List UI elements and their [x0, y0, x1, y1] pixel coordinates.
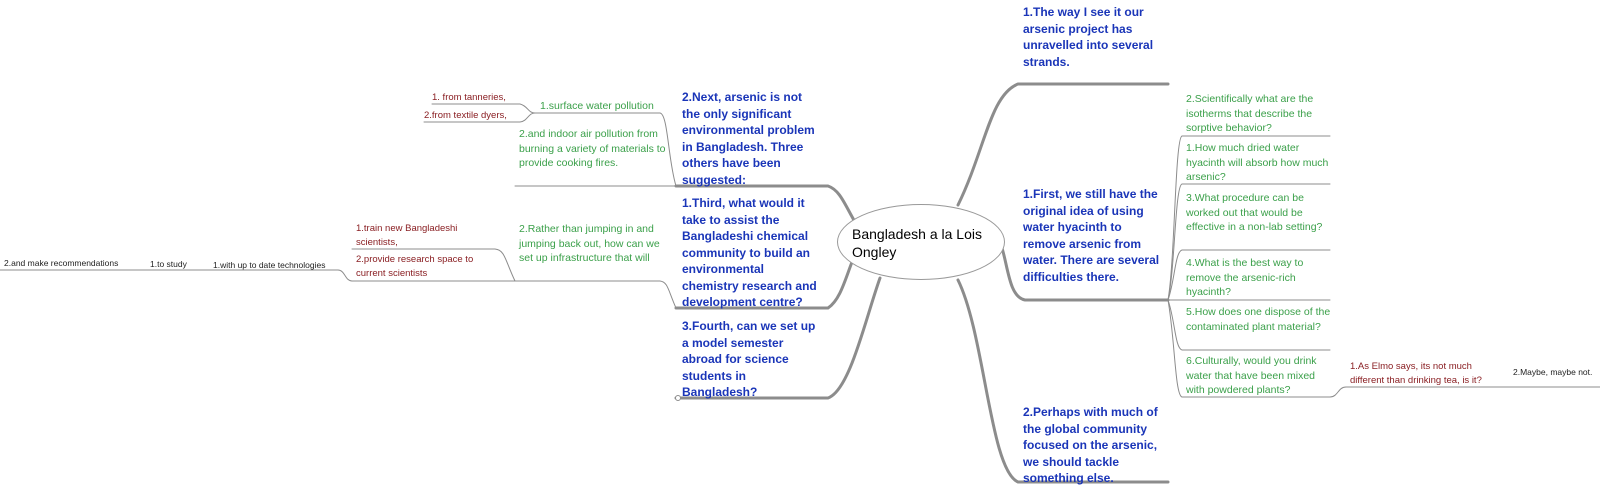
subtopic-to-study[interactable]: 1.to study [150, 259, 187, 269]
topic-other-problems[interactable]: 2.Next, arsenic is not the only significant environmental problem in Bangladesh. Three others have been suggested: [682, 90, 815, 187]
topic-chemistry-centre[interactable]: 1.Third, what would it take to assist the Bangladeshi chemical community to build an environmental chemistry research and development centre? [682, 196, 817, 309]
subtopic-research-space[interactable]: 2.provide research space to current scientists [356, 254, 474, 279]
subtopic-recommendations[interactable]: 2.and make recommendations [4, 258, 119, 268]
topic-semester-abroad[interactable]: 3.Fourth, can we set up a model semester abroad for science students in Bangladesh? [682, 319, 816, 399]
subtopic-dispose[interactable]: 5.How does one dispose of the contaminated plant material? [1186, 306, 1331, 333]
topic-project-strands[interactable]: 1.The way I see it our arsenic project has unravelled into several strands. [1023, 5, 1154, 69]
topic-tackle-something-else[interactable]: 2.Perhaps with much of the global community focused on the arsenic, we should tackle something else. [1023, 405, 1158, 485]
subtopic-maybe[interactable]: 2.Maybe, maybe not. [1513, 367, 1593, 377]
subtopic-surface-water[interactable]: 1.surface water pollution [540, 100, 654, 112]
subtopic-dried-hyacinth[interactable]: 1.How much dried water hyacinth will absorb how much arsenic? [1186, 142, 1329, 183]
subtopic-elmo-tea[interactable]: 1.As Elmo says, its not much different than drinking tea, is it? [1350, 361, 1482, 386]
subtopic-culturally[interactable]: 6.Culturally, would you drink water that have been mixed with powdered plants? [1186, 355, 1317, 396]
subtopic-indoor-air[interactable]: 2.and indoor air pollution from burning a variety of materials to provide cooking fires. [519, 128, 666, 169]
subtopic-infrastructure[interactable]: 2.Rather than jumping in and jumping back out, how can we set up infrastructure that will [519, 223, 660, 264]
subtopic-train-scientists[interactable]: 1.train new Bangladeshi scientists, [356, 223, 458, 248]
subtopic-isotherms[interactable]: 2.Scientifically what are the isotherms that describe the sorptive behavior? [1186, 93, 1314, 134]
subtopic-tanneries[interactable]: 1. from tanneries, [432, 92, 506, 103]
subtopic-best-way[interactable]: 4.What is the best way to remove the arsenic-rich hyacinth? [1186, 257, 1304, 298]
topic-water-hyacinth[interactable]: 1.First, we still have the original idea of using water hyacinth to remove arsenic from water. There are several difficulties there. [1023, 187, 1160, 284]
subtopic-procedure[interactable]: 3.What procedure can be worked out that would be effective in a non-lab setting? [1186, 192, 1323, 233]
central-topic-label: Bangladesh a la Lois Ongley [852, 226, 982, 260]
subtopic-textile-dyers[interactable]: 2.from textile dyers, [424, 110, 507, 121]
subtopic-up-to-date[interactable]: 1.with up to date technologies [213, 260, 326, 270]
